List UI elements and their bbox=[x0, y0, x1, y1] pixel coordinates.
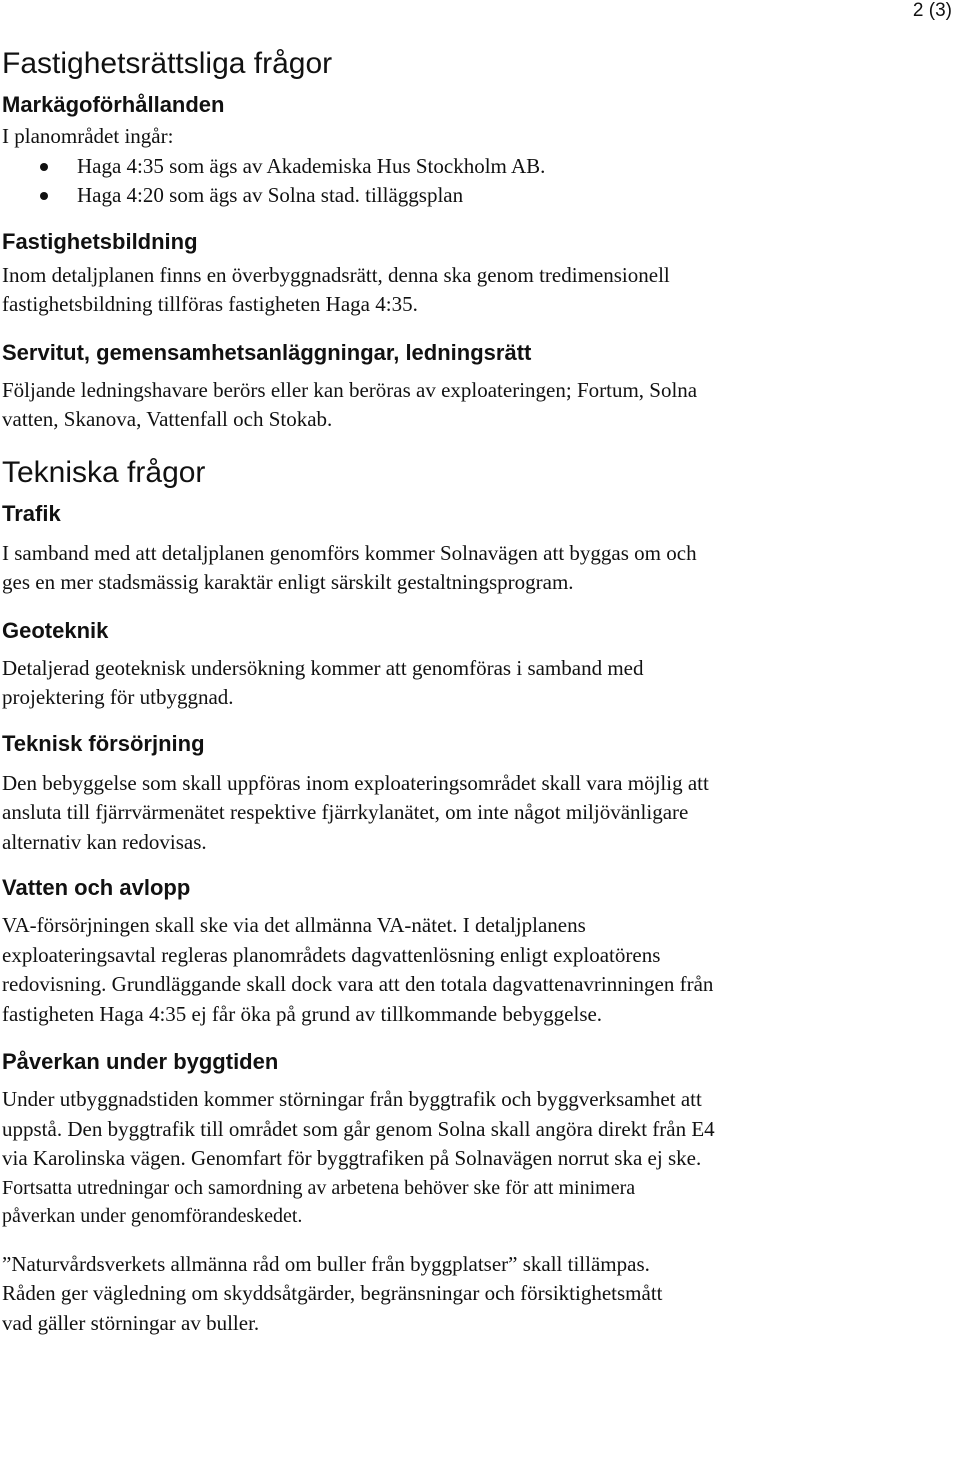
document-body bbox=[2, 46, 902, 1338]
paragraph-line: ”Naturvårdsverkets allmänna råd om buller från byggplatser” skall tillämpas. bbox=[2, 1251, 650, 1276]
paragraph-line: vad gäller störningar av buller. bbox=[2, 1310, 260, 1335]
paragraph-line: Råden ger vägledning om skyddsåtgärder, begränsningar och försiktighetsmått bbox=[2, 1281, 663, 1305]
heading-teknisk-forsorjning: Teknisk försörjning bbox=[2, 730, 205, 756]
paragraph-line: fastigheten Haga 4:35 ej får öka på grund av tillkommande bebyggelse. bbox=[2, 1001, 603, 1026]
paragraph-line: ges en mer stadsmässig karaktär enligt särskilt gestaltningsprogram. bbox=[2, 570, 574, 594]
paragraph-line: VA-försörjningen skall ske via det allmänna VA-nätet. I detaljplanens bbox=[2, 913, 586, 937]
paragraph-line: ansluta till fjärrvärmenätet respektive fjärrkylanätet, om inte något miljövänligare bbox=[2, 800, 689, 824]
heading-servitut: Servitut, gemensamhetsanläggningar, ledningsrätt bbox=[2, 339, 532, 365]
list-item: Haga 4:35 som ägs av Akademiska Hus Stockholm AB. bbox=[2, 152, 902, 182]
paragraph-line: redovisning. Grundläggande skall dock vara att den totala dagvattenavrinningen från bbox=[2, 972, 714, 996]
paragraph-line: påverkan under genomförandeskedet. bbox=[2, 1204, 303, 1227]
paragraph-line: via Karolinska vägen. Genomfart för byggtrafiken på Solnavägen norrut ska ej ske. bbox=[2, 1146, 702, 1170]
paragraph-line: fastighetsbildning tillföras fastigheten Haga 4:35. bbox=[2, 292, 418, 316]
heading-paverkan: Påverkan under byggtiden bbox=[2, 1049, 279, 1074]
heading-fastighetsbildning: Fastighetsbildning bbox=[2, 228, 198, 254]
paragraph-line: vatten, Skanova, Vattenfall och Stokab. bbox=[2, 407, 333, 431]
paragraph-line: Följande ledningshavare berörs eller kan beröras av exploateringen; Fortum, Solna bbox=[2, 377, 698, 402]
section-title-tekniska: Tekniska frågor bbox=[2, 455, 206, 489]
paragraph-line: Fortsatta utredningar och samordning av arbetena behöver ske för att minimera bbox=[2, 1176, 636, 1199]
section-title-fastighetsrattsliga: Fastighetsrättsliga frågor bbox=[2, 47, 333, 80]
paragraph-line: Inom detaljplanen finns en överbyggnadsrätt, denna ska genom tredimensionell bbox=[2, 262, 670, 287]
paragraph-line: projektering för utbyggnad. bbox=[2, 685, 234, 709]
heading-vatten-avlopp: Vatten och avlopp bbox=[2, 875, 191, 900]
markagoforhallanden-intro: I planområdet ingår: bbox=[2, 124, 174, 148]
paragraph-line: Den bebyggelse som skall uppföras inom exploateringsområdet skall vara möjlig att bbox=[2, 770, 709, 795]
heading-trafik: Trafik bbox=[2, 500, 61, 526]
paragraph-line: I samband med att detaljplanen genomförs kommer Solnavägen att byggas om och bbox=[2, 540, 697, 565]
paragraph-line: Detaljerad geoteknisk undersökning kommer att genomföras i samband med bbox=[2, 655, 644, 680]
heading-markagoforhallanden: Markägoförhållanden bbox=[2, 92, 225, 117]
paragraph-line: Under utbyggnadstiden kommer störningar från byggtrafik och byggverksamhet att bbox=[2, 1087, 702, 1111]
paragraph-line: exploateringsavtal regleras planområdets dagvattenlösning enligt exploatörens bbox=[2, 942, 661, 967]
paragraph-line: uppstå. Den byggtrafik till området som går genom Solna skall angöra direkt från E4 bbox=[2, 1116, 715, 1141]
page-number: 2 (3) bbox=[912, 0, 952, 21]
property-list bbox=[2, 152, 902, 211]
bullet-icon bbox=[40, 163, 48, 171]
bullet-icon bbox=[40, 192, 48, 200]
heading-geoteknik: Geoteknik bbox=[2, 617, 109, 643]
list-item: Haga 4:20 som ägs av Solna stad. tilläggsplan bbox=[2, 181, 902, 211]
paragraph-line: alternativ kan redovisas. bbox=[2, 829, 207, 854]
